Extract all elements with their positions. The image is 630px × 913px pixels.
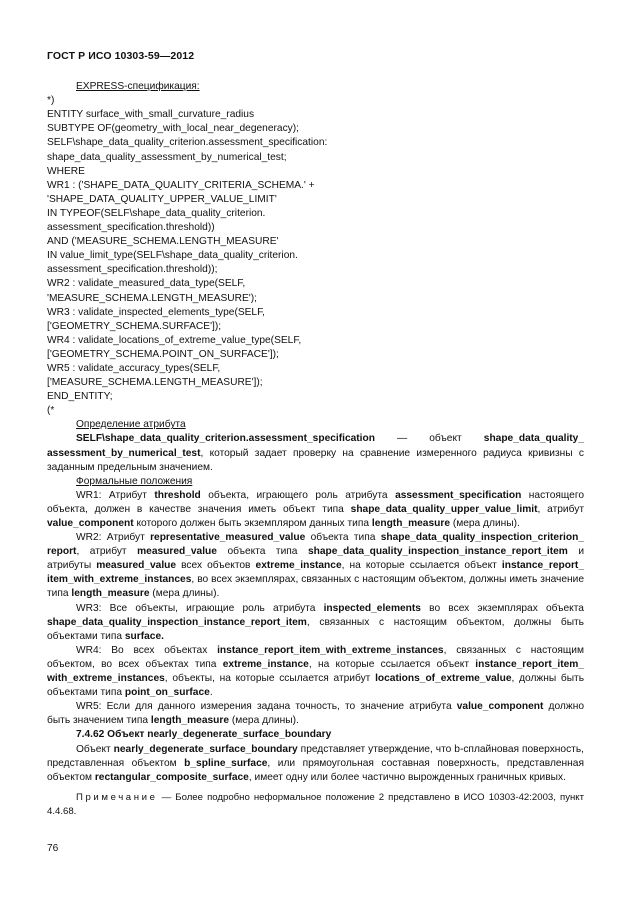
text-run: WR3: Все объекты, играющие роль атрибута [76, 602, 324, 614]
code-line: ['MEASURE_SCHEMA.LENGTH_MEASURE']); [47, 377, 263, 389]
text-run: WR2: Атрибут [76, 532, 151, 544]
bold-term: extreme_instance [255, 560, 342, 572]
attribute-definition-heading: Определение атрибута [76, 419, 186, 431]
code-line: ENTITY surface_with_small_curvature_radius [47, 109, 255, 121]
text-run: должно быть значением типа [47, 701, 584, 727]
bold-term: measured_value [96, 560, 177, 572]
bold-term: SELF\shape_data_quality_criterion.assessment_specification [76, 433, 375, 445]
rule-wr4 [47, 644, 584, 700]
code-line: IN TYPEOF(SELF\shape_data_quality_criterion. [47, 207, 266, 219]
note-label: Примечание [76, 791, 158, 803]
code-line: shape_data_quality_assessment_by_numerical_test; [47, 151, 287, 163]
text-run: . [209, 687, 213, 699]
text-run: WR4: Во всех объектах [76, 644, 218, 656]
text-run: , должны быть объектами типа [47, 673, 584, 699]
code-line: WR5 : validate_accuracy_types(SELF, [47, 362, 221, 374]
bold-term: length_measure [71, 588, 150, 600]
text-run: , на которые ссылается объект [341, 560, 502, 572]
bold-term: locations_of_extreme_value [375, 673, 512, 685]
code-line: (* [47, 405, 55, 417]
code-line: assessment_specification.threshold)) [47, 222, 215, 234]
code-line: WR1 : ('SHAPE_DATA_QUALITY_CRITERIA_SCHEMA.' + [47, 179, 315, 191]
section-heading [47, 728, 584, 742]
section-paragraph [47, 743, 584, 785]
bold-term: assessment_specification [395, 489, 522, 501]
bold-term: inspected_elements [323, 602, 421, 614]
code-line: ['GEOMETRY_SCHEMA.POINT_ON_SURFACE']); [47, 348, 279, 360]
text-run: объекта типа [305, 532, 381, 544]
bold-term: length_measure [150, 715, 230, 727]
code-line: WR3 : validate_inspected_elements_type(SELF, [47, 306, 266, 318]
text-run: объекта типа [216, 546, 308, 558]
rule-wr3 [47, 602, 584, 644]
text-run: , или прямоугольная составная поверхность, представленная объектом [47, 757, 584, 783]
text-run: WR1: Атрибут [76, 489, 155, 501]
express-heading: EXPRESS-спецификация: [76, 81, 200, 93]
note-paragraph [47, 791, 584, 819]
bold-term: shape_data_quality_inspection_criterion_ report [47, 532, 585, 558]
page-header: ГОСТ Р ИСО 10303-59—2012 [47, 50, 195, 62]
bold-term: shape_data_quality_inspection_instance_report_item [307, 546, 568, 558]
note-text: — Более подробно неформальное положение 2 представлено в ИСО 10303-42:2003, пункт 4.4.68. [47, 791, 584, 817]
bold-term: b_spline_surface [184, 757, 268, 769]
bold-term: instance_report_item_with_extreme_instances [217, 644, 444, 656]
bold-term: length_measure [371, 518, 450, 529]
bold-term: shape_data_quality_inspection_instance_report_item [47, 616, 307, 628]
bold-term: measured_value [137, 546, 217, 558]
code-line: IN value_limit_type(SELF\shape_data_quality_criterion. [47, 250, 298, 262]
text-run: (мера длины). [149, 588, 220, 600]
text-run: — объект [374, 433, 484, 445]
bold-term: instance_report_item_ with_extreme_instances [47, 658, 585, 685]
text-run: и атрибуты [47, 546, 585, 572]
code-line: WR2 : validate_measured_data_type(SELF, [47, 278, 246, 290]
code-line: WHERE [47, 165, 85, 177]
code-line: SUBTYPE OF(geometry_with_local_near_degeneracy); [47, 123, 299, 135]
code-lines [47, 94, 584, 418]
text-run: во всех экземплярах объекта [420, 602, 584, 614]
code-line: *) [47, 95, 55, 107]
text-run: (мера длины). [450, 518, 520, 529]
formal-propositions-heading: Формальные положения [76, 475, 193, 487]
text-run: , имеет одну или более частично вырожденных граничных кривых. [248, 771, 566, 783]
bold-term: surface. [124, 630, 164, 642]
text-run: , атрибут [76, 546, 138, 558]
rule-wr1 [47, 489, 584, 531]
text-run: , во всех экземплярах, связанных с настоящим объектом, должны иметь значение типа [47, 574, 584, 600]
code-line: 'SHAPE_DATA_QUALITY_UPPER_VALUE_LIMIT' [47, 193, 277, 205]
page-number: 76 [47, 843, 59, 854]
express-block [47, 80, 584, 418]
rule-wr2 [47, 531, 584, 601]
bold-term: nearly_degenerate_surface_boundary [113, 743, 298, 755]
bold-term: value_component [456, 701, 544, 713]
text-run: всех объектов [176, 560, 256, 572]
text-run: , объекты, на которые ссылается атрибут [164, 673, 376, 685]
text-run: , связанных с настоящим объектом, во всех объектах типа [47, 644, 584, 670]
text-run: настоящего объекта, должен в качестве значения иметь объект типа [47, 489, 585, 515]
bold-term: instance_report_ item_with_extreme_instances [47, 560, 584, 586]
text-run: , на которые ссылается объект [308, 658, 476, 670]
text-run: представляет утверждение, что b-сплайновая поверхность, представленная объектом [47, 743, 584, 769]
code-line: END_ENTITY; [47, 391, 113, 403]
bold-term: shape_data_quality_upper_value_limit [350, 503, 538, 515]
code-line: ['GEOMETRY_SCHEMA.SURFACE']); [47, 320, 222, 332]
bold-term: representative_measured_value [150, 532, 306, 544]
bold-term: point_on_surface [124, 687, 210, 699]
rule-wr5 [47, 700, 584, 728]
text-run: (мера длины). [229, 715, 299, 727]
text-run: , связанных с настоящим объектом, должны быть объектами типа [47, 616, 584, 642]
bold-term: shape_data_quality_ assessment_by_numerical_test [47, 433, 584, 459]
code-line: assessment_specification.threshold)); [47, 264, 218, 276]
bold-term: threshold [154, 489, 201, 501]
code-line: WR4 : validate_locations_of_extreme_value_type(SELF, [47, 334, 302, 346]
text-run: Объект [76, 743, 114, 755]
bold-term: value_component [47, 518, 134, 529]
code-line: AND ('MEASURE_SCHEMA.LENGTH_MEASURE' [47, 236, 279, 248]
text-run: которого должен быть экземпляром данных типа [133, 518, 372, 529]
section-title: 7.4.62 Объект nearly_degenerate_surface_boundary [76, 729, 332, 741]
attribute-definition-paragraph [47, 432, 584, 474]
bold-term: extreme_instance [222, 658, 309, 670]
text-run: объекта, играющего роль атрибута [200, 489, 396, 501]
code-line: 'MEASURE_SCHEMA.LENGTH_MEASURE'); [47, 292, 257, 304]
text-run: , который задает проверку на сравнение измеренного радиуса кривизны с заданным предельным значением. [47, 447, 584, 473]
text-run: , атрибут [537, 503, 584, 515]
bold-term: rectangular_composite_surface [94, 771, 249, 783]
code-line: SELF\shape_data_quality_criterion.assessment_specification: [47, 137, 328, 149]
text-run: WR5: Если для данного измерения задана точность, то значение атрибута [76, 701, 457, 713]
